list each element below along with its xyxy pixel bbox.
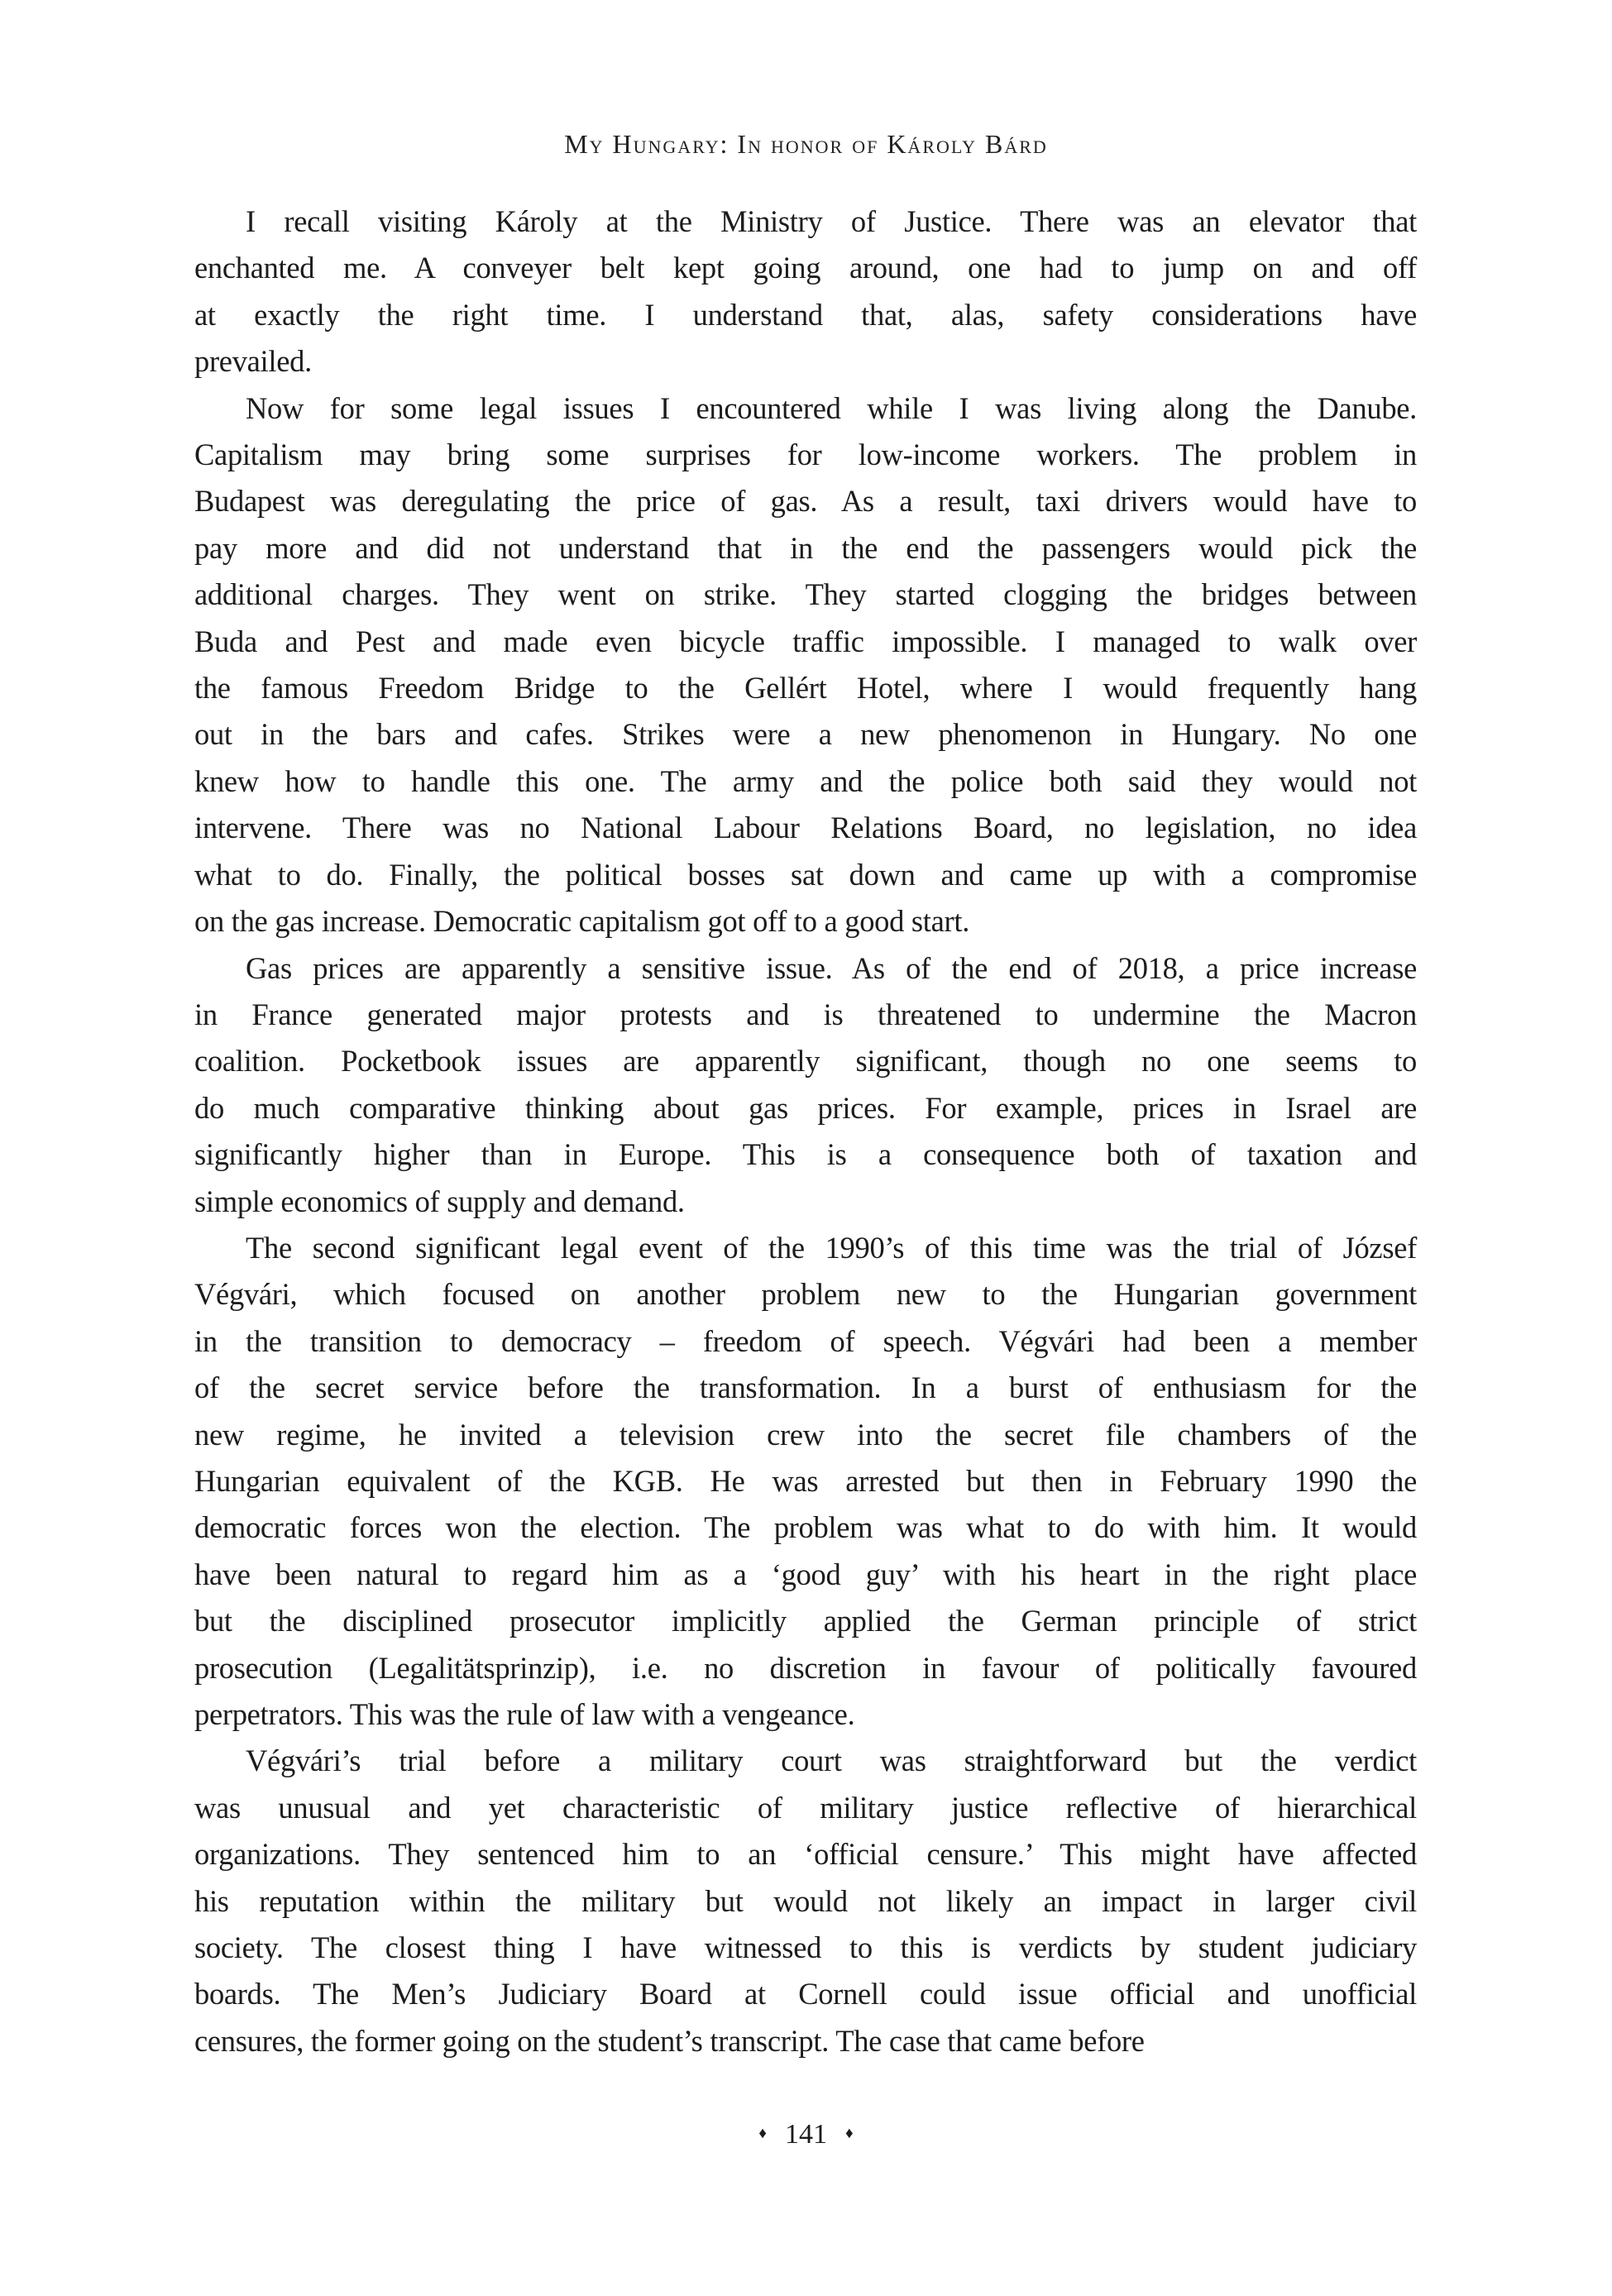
text-line: The second significant legal event of the 1990’s of this time was the trial of József: [246, 1230, 1417, 1265]
diamond-ornament-right-icon: ♦: [845, 2125, 854, 2142]
text-line: Budapest was deregulating the price of gas. As a result, taxi drivers would have to: [194, 484, 1417, 519]
paragraph: [194, 199, 1417, 385]
text-line: pay more and did not understand that in the end the passengers would pick the: [194, 530, 1417, 565]
paragraph: [194, 1738, 1417, 2064]
text-line: knew how to handle this one. The army and the police both said they would not: [194, 763, 1417, 798]
running-header: My Hungary: In honor of Károly Bárd: [564, 129, 1048, 159]
text-line: in the transition to democracy – freedom of speech. Végvári had been a member: [194, 1323, 1417, 1358]
text-line: the famous Freedom Bridge to the Gellért Hotel, where I would frequently hang: [194, 671, 1417, 706]
diamond-ornament-left-icon: ♦: [758, 2125, 767, 2142]
text-line: his reputation within the military but would not likely an impact in larger civil: [194, 1883, 1417, 1918]
paragraph: [194, 945, 1417, 1225]
text-line: prevailed.: [194, 344, 312, 379]
paragraph: [194, 1225, 1417, 1738]
text-line: simple economics of supply and demand.: [194, 1184, 685, 1218]
text-line: of the secret service before the transformation. In a burst of enthusiasm for the: [194, 1370, 1417, 1405]
text-line: Gas prices are apparently a sensitive issue. As of the end of 2018, a price increase: [246, 950, 1417, 985]
text-line: coalition. Pocketbook issues are apparently significant, though no one seems to: [194, 1044, 1417, 1079]
text-line: at exactly the right time. I understand that, alas, safety considerations have: [194, 297, 1417, 332]
text-line: in France generated major protests and is threatened to undermine the Macron: [194, 997, 1417, 1031]
text-line: new regime, he invited a television crew into the secret file chambers of the: [194, 1417, 1417, 1452]
text-line: significantly higher than in Europe. This is a consequence both of taxation and: [194, 1137, 1417, 1172]
text-line: on the gas increase. Democratic capitalism got off to a good start.: [194, 904, 970, 939]
text-line: perpetrators. This was the rule of law with a vengeance.: [194, 1697, 855, 1731]
text-line: additional charges. They went on strike. They started clogging the bridges between: [194, 577, 1417, 612]
text-line: intervene. There was no National Labour Relations Board, no legislation, no idea: [194, 811, 1417, 845]
text-line: democratic forces won the election. The problem was what to do with him. It would: [194, 1510, 1417, 1545]
text-line: censures, the former going on the student’s transcript. The case that came before: [194, 2023, 1145, 2058]
text-line: Now for some legal issues I encountered while I was living along the Danube.: [246, 390, 1417, 425]
text-line: prosecution (Legalitätsprinzip), i.e. no discretion in favour of politically favoured: [194, 1650, 1417, 1685]
text-line: boards. The Men’s Judiciary Board at Cornell could issue official and unofficial: [194, 1977, 1417, 2011]
page-number: 141: [785, 2119, 827, 2150]
text-line: organizations. They sentenced him to an ‘official censure.’ This might have affected: [194, 1837, 1417, 1872]
text-line: Capitalism may bring some surprises for low-income workers. The problem in: [194, 438, 1417, 472]
paragraph: [194, 385, 1417, 945]
text-line: but the disciplined prosecutor implicitly applied the German principle of strict: [194, 1604, 1417, 1638]
text-line: Végvári, which focused on another problem new to the Hungarian government: [194, 1277, 1417, 1312]
text-line: society. The closest thing I have witnessed to this is verdicts by student judiciary: [194, 1930, 1417, 1965]
text-line: what to do. Finally, the political bosses sat down and came up with a compromise: [194, 857, 1417, 892]
page-footer: [0, 2119, 1612, 2150]
text-line: Végvári’s trial before a military court was straightforward but the verdict: [246, 1744, 1417, 1778]
text-line: I recall visiting Károly at the Ministry of Justice. There was an elevator that: [246, 204, 1417, 238]
text-line: out in the bars and cafes. Strikes were a new phenomenon in Hungary. No one: [194, 717, 1417, 752]
text-block: [194, 199, 1417, 2064]
text-line: Hungarian equivalent of the KGB. He was arrested but then in February 1990 the: [194, 1463, 1417, 1498]
text-line: Buda and Pest and made even bicycle traffic impossible. I managed to walk over: [194, 624, 1417, 658]
text-line: enchanted me. A conveyer belt kept going around, one had to jump on and off: [194, 251, 1417, 285]
text-line: do much comparative thinking about gas prices. For example, prices in Israel are: [194, 1090, 1417, 1125]
text-line: was unusual and yet characteristic of military justice reflective of hierarchical: [194, 1790, 1417, 1825]
text-line: have been natural to regard him as a ‘good guy’ with his heart in the right place: [194, 1557, 1417, 1591]
